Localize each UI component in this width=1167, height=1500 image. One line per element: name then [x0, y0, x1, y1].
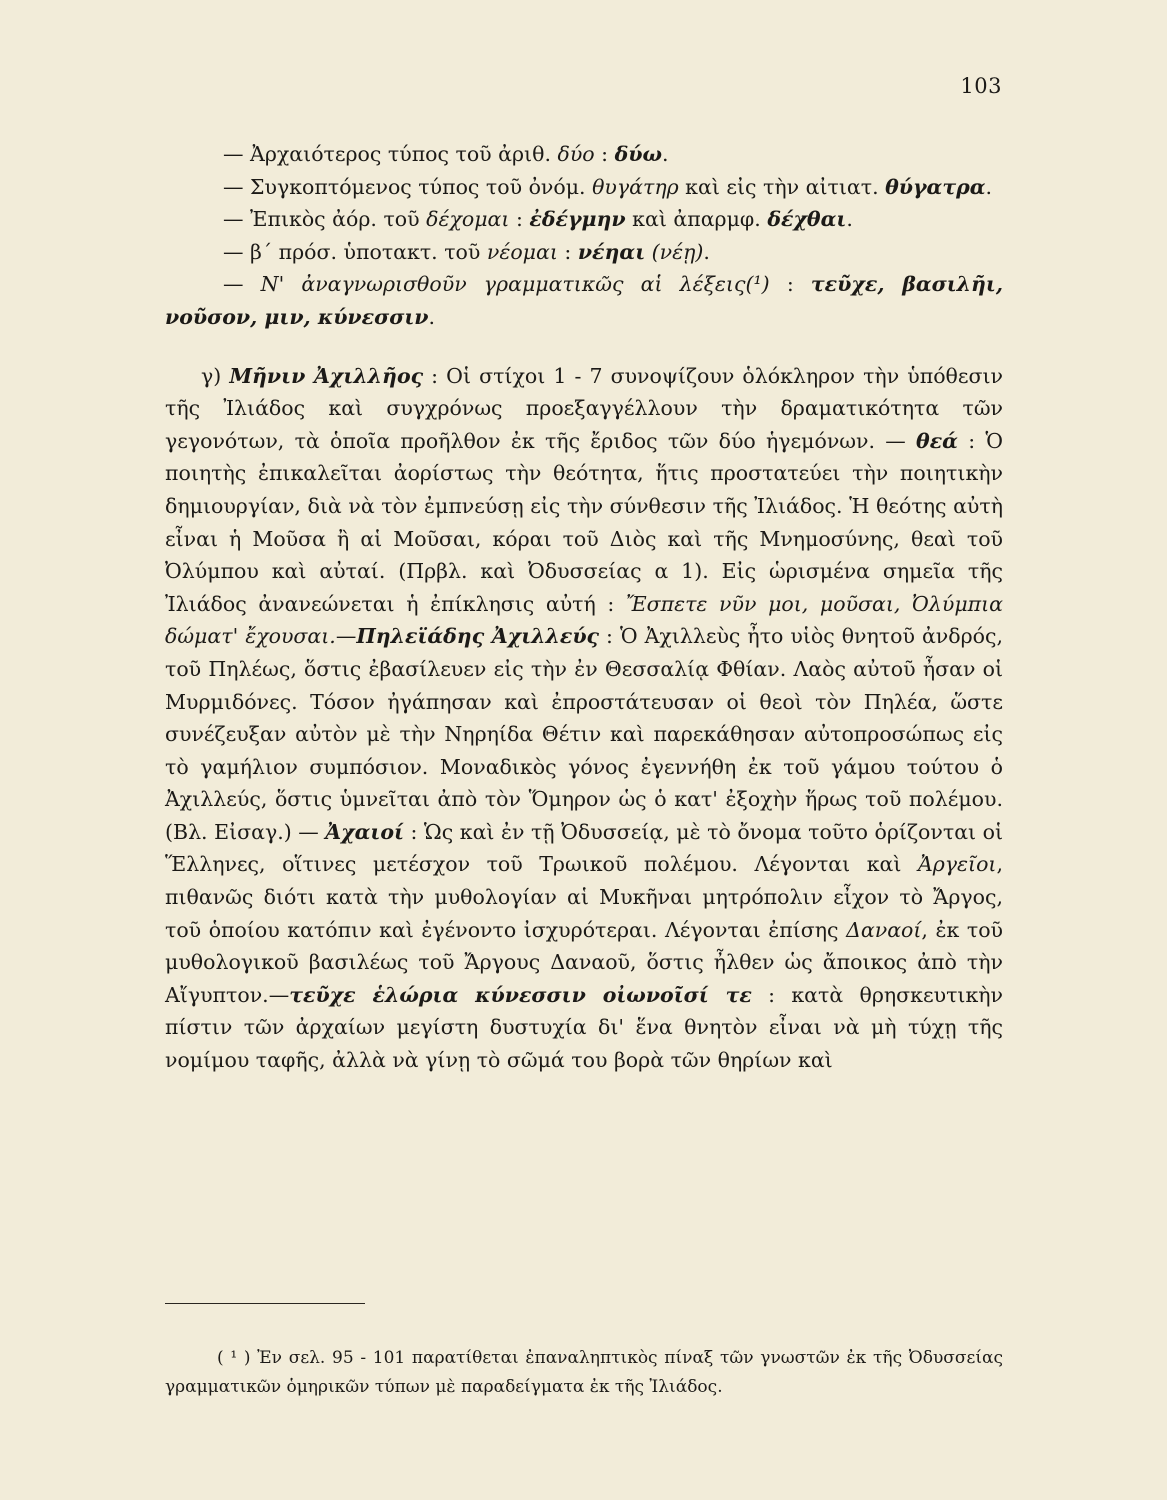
footnote: ( ¹ ) Ἐν σελ. 95 - 101 παρατίθεται ἐπαναληπτικὸς πίναξ τῶν γνωστῶν ἐκ τῆς Ὀδυσσείας γραμματικῶν ὁμηρικῶν τύπων μὲ παραδείγματα ἐκ τῆς Ἰλιάδος.	[165, 1348, 1003, 1397]
note-item: — Ν' ἀναγνωρισθοῦν γραμματικῶς αἱ λέξεις(¹) : τεῦχε, βασιλῆι, νοῦσον, μιν, κύνεσσιν.	[165, 272, 1003, 329]
note-item: — Συγκοπτόμενος τύπος τοῦ ὀνόμ. θυγάτηρ καὶ εἰς τὴν αἰτιατ. θύγατρα.	[223, 174, 993, 199]
grammar-notes	[165, 138, 1003, 334]
page-number: 103	[960, 74, 1002, 98]
footnote-ref[interactable]: (¹)	[745, 272, 770, 297]
lemma: τεῦχε ἑλώρια κύνεσσιν οἰωνοῖσί τε	[289, 982, 752, 1007]
lemma: Πηλεϊάδης Ἀχιλλεύς	[356, 624, 600, 649]
body-text	[165, 138, 1003, 1077]
note-item: — Ἀρχαιότερος τύπος τοῦ ἀριθ. δύο : δύω.	[223, 142, 669, 166]
lemma: θεά	[916, 428, 958, 453]
footnote-mark: ( ¹ )	[217, 1348, 251, 1368]
section-label: γ)	[201, 363, 222, 388]
quotation: Ἔσπετε νῦν μοι, μοῦσαι, Ὀλύμπια δώματ' ἔχουσαι.	[165, 591, 1003, 649]
note-item: — β΄ πρόσ. ὑποτακτ. τοῦ νέομαι : νέηαι (νέῃ).	[223, 239, 710, 264]
commentary-paragraph: γ) Μῆνιν Ἀχιλλῆος : Οἱ στίχοι 1 - 7 συνοψίζουν ὁλόκληρον τὴν ὑπόθεσιν τῆς Ἰλιάδος καὶ συγχρόνως προεξαγγέλλουν τὴν δραματικότητα τῶν γεγονότων, τὰ ὁποῖα προῆλθον ἐκ τῆς ἔριδος τῶν δύο ἡγεμόνων. — θεά : Ὁ ποιητὴς ἐπικαλεῖται ἀορίστως τὴν θεότητα, ἥτις προστατεύει τὴν ποιητικὴν δημιουργίαν, διὰ νὰ τὸν ἐμπνεύσῃ εἰς τὴν σύνθεσιν τῆς Ἰλιάδος. Ἡ θεότης αὐτὴ εἶναι ἡ Μοῦσα ἢ αἱ Μοῦσαι, κόραι τοῦ Διὸς καὶ τῆς Μνημοσύνης, θεαὶ τοῦ Ὀλύμπου καὶ αὐταί. (Πρβλ. καὶ Ὀδυσσείας α 1). Εἰς ὡρισμένα σημεῖα τῆς Ἰλιάδος ἀνανεώνεται ἡ ἐπίκλησις αὐτή : Ἔσπετε νῦν μοι, μοῦσαι, Ὀλύμπια δώματ' ἔχουσαι.—Πηλεϊάδης Ἀχιλλεύς : Ὁ Ἀχιλλεὺς ἦτο υἱὸς θνητοῦ ἀνδρός, τοῦ Πηλέως, ὅστις ἐβασίλευεν εἰς τὴν ἐν Θεσσαλίᾳ Φθίαν. Λαὸς αὐτοῦ ἦσαν οἱ Μυρμιδόνες. Τόσον ἠγάπησαν καὶ ἐπροστάτευσαν οἱ θεοὶ τὸν Πηλέα, ὥστε συνέζευξαν αὐτὸν μὲ τὴν Νηρηίδα Θέτιν καὶ παρεκάθησαν αὐτοπροσώπως εἰς τὸ γαμήλιον συμπόσιον. Μοναδικὸς γόνος ἐγεννήθη ἐκ τοῦ γάμου τούτου ὁ Ἀχιλλεύς, ὅστις ὑμνεῖται ἀπὸ τὸν Ὅμηρον ὡς ὁ κατ' ἐξοχὴν ἥρως τοῦ πολέμου. (Βλ. Εἰσαγ.) — Ἀχαιοί : Ὡς καὶ ἐν τῇ Ὀδυσσείᾳ, μὲ τὸ ὄνομα τοῦτο ὁρίζονται οἱ Ἕλληνες, οἵτινες μετέσχον τοῦ Τρωικοῦ πολέμου. Λέγονται καὶ Ἀργεῖοι, πιθανῶς διότι κατὰ τὴν μυθολογίαν αἱ Μυκῆναι μητρόπολιν εἶχον τὸ Ἄργος, τοῦ ὁποίου κατόπιν καὶ ἐγένοντο ἰσχυρότεραι. Λέγονται ἐπίσης Δαναοί, ἐκ τοῦ μυθολογικοῦ βασιλέως τοῦ Ἄργους Δαναοῦ, ὅστις ἦλθεν ὡς ἄποικος ἀπὸ τὴν Αἴγυπτον.—τεῦχε ἑλώρια κύνεσσιν οἰωνοῖσί τε : κατὰ θρησκευτικὴν πίστιν τῶν ἀρχαίων μεγίστη δυστυχία δι' ἕνα θνητὸν εἶναι νὰ μὴ τύχῃ τῆς νομίμου ταφῆς, ἀλλὰ νὰ γίνῃ τὸ σῶμά του βορὰ τῶν θηρίων καὶ	[165, 363, 1004, 1073]
footnote-divider	[165, 1303, 365, 1304]
lemma: Μῆνιν Ἀχιλλῆος	[229, 363, 424, 388]
lemma: Ἀχαιοί	[325, 819, 404, 844]
note-item: — Ἐπικὸς ἀόρ. τοῦ δέχομαι : ἐδέγμην καὶ ἀπαρμφ. δέχθαι.	[223, 207, 853, 232]
